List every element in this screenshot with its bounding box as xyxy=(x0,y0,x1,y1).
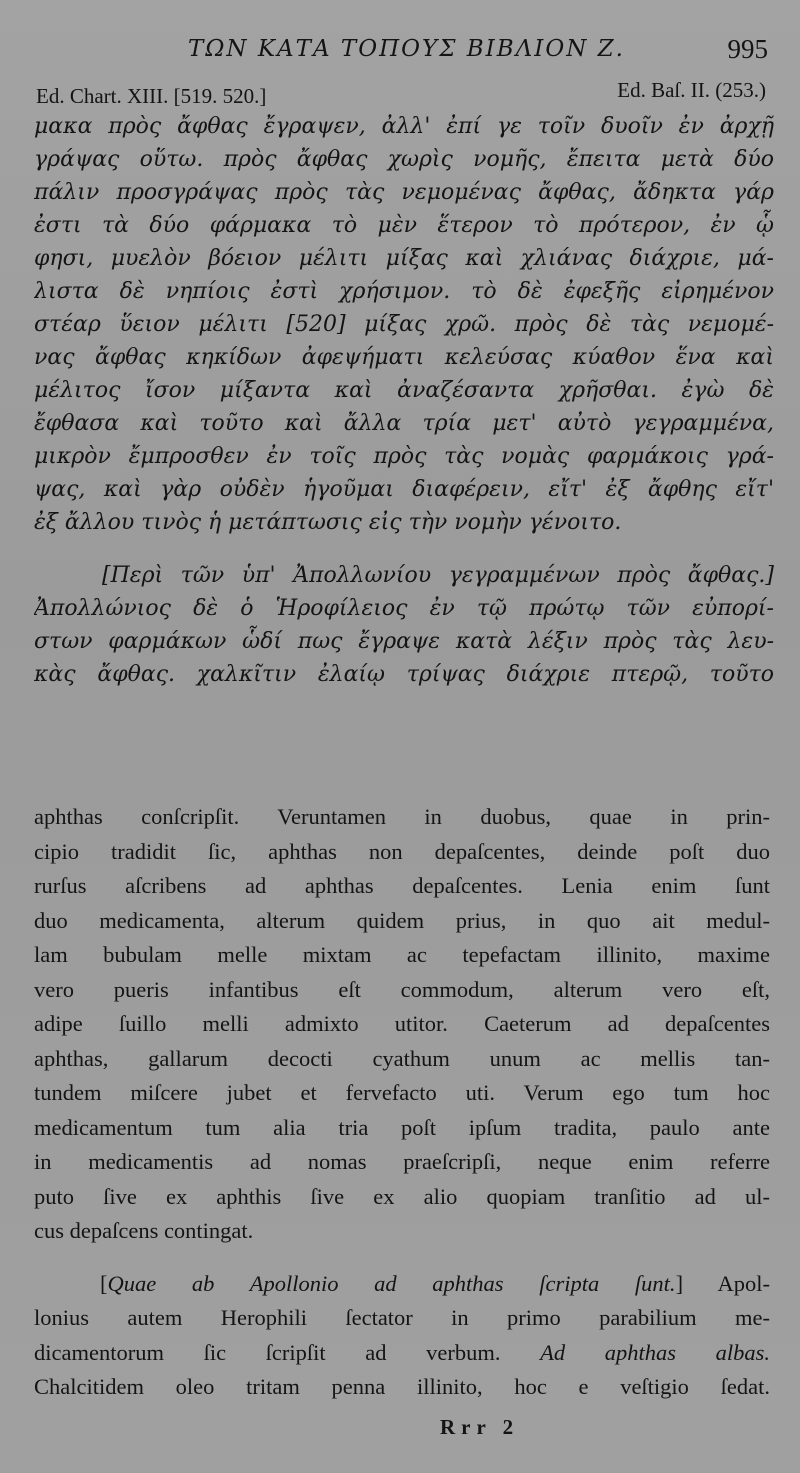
latin-line: in medicamentis ad nomas praeſcripſi, neque enim referre xyxy=(34,1149,770,1174)
signature-mark: Rrr 2 xyxy=(440,1415,520,1439)
paragraph-gap xyxy=(34,1249,770,1267)
latin-text xyxy=(34,800,770,1405)
latin-line: aphthas, gallarum decocti cyathum unum ac mellis tan- xyxy=(34,1045,770,1071)
latin-line: vero pueris infantibus eſt commodum, alterum vero eſt, xyxy=(34,976,770,1002)
latin-line: cipio tradidit ſic, aphthas non depaſcentes, deinde poſt duo xyxy=(34,838,770,864)
latin-line: tundem miſcere jubet et fervefacto uti. Verum ego tum hoc xyxy=(34,1080,770,1105)
greek-line: στέαρ ὕειον μέλιτι [520] μίξας χρῶ. πρὸς δὲ τὰς νεμομέ- xyxy=(34,312,774,337)
greek-line: ψας, καὶ γὰρ οὐδὲν ἡγοῦμαι διαφέρειν, εἴτ' ἐξ ἄφθης εἴτ' xyxy=(34,477,774,502)
latin-line: rurſus aſcribens ad aphthas depaſcentes. Lenia enim ſunt xyxy=(34,873,770,898)
greek-text xyxy=(34,110,774,691)
latin-section-heading: Quae ab Apollonio ad aphthas ſcripta ſunt. xyxy=(107,1270,676,1296)
greek-line: λιστα δὲ νηπίοις ἐστὶ χρήσιμον. τὸ δὲ ἐφεξῆς εἰρημένον xyxy=(34,279,774,304)
greek-line: γράψας οὕτω. πρὸς ἄφθας χωρὶς νομῆς, ἔπειτα μετὰ δύο xyxy=(34,147,774,172)
greek-line: νας ἄφθας κηκίδων ἀφεψήματι κελεύσας κύαθον ἕνα καὶ xyxy=(34,345,774,370)
latin-line: duo medicamenta, alterum quidem prius, in quo ait medul- xyxy=(34,907,770,933)
greek-line: ἔφθασα καὶ τοῦτο καὶ ἄλλα τρία μετ' αὐτὸ γεγραμμένα, xyxy=(34,411,774,436)
running-title: ΤΩΝ ΚΑΤΑ ΤΟΠΟΥΣ ΒΙΒΛΙΟΝ Ζ. xyxy=(188,36,625,62)
greek-line: ἐξ ἄλλου τινὸς ἡ μετάπτωσις εἰς τὴν νομὴν γένοιτο. xyxy=(34,510,622,535)
latin-line: lam bubulam melle mixtam ac tepefactam illinito, maxime xyxy=(34,942,770,967)
paragraph-gap xyxy=(34,539,774,559)
latin-line: puto ſive ex aphthis ſive ex alio quopiam tranſitio ad ul- xyxy=(34,1183,770,1209)
latin-line: adipe ſuillo melli admixto utitor. Caeterum ad depaſcentes xyxy=(34,1011,770,1036)
greek-line: πάλιν προσγράψας πρὸς τὰς νεμομένας ἄφθας, ἄδηκτα γάρ xyxy=(34,180,774,205)
greek-line: μέλιτος ἴσον μίξαντα καὶ ἀναζέσαντα χρῆσθαι. ἐγὼ δὲ xyxy=(34,378,774,403)
page-number: 995 xyxy=(727,34,768,64)
edition-chart-ref: Ed. Chart. XIII. [519. 520.] xyxy=(36,84,267,108)
greek-line: κὰς ἄφθας. χαλκῖτιν ἐλαίῳ τρίψας διάχριε πτερῷ, τοῦτο xyxy=(34,662,774,687)
greek-section-heading: [Περὶ τῶν ὑπ' Ἀπολλωνίου γεγραμμένων πρὸς ἄφθας.] xyxy=(102,563,774,588)
heading-line-rest: ] Apol- xyxy=(675,1270,770,1296)
latin-line: cus depaſcens contingat. xyxy=(34,1218,254,1243)
greek-line: Ἀπολλώνιος δὲ ὁ Ἡροφίλειος ἐν τῷ πρώτῳ τῶν εὐπορί- xyxy=(34,596,774,621)
greek-line: μακα πρὸς ἄφθας ἔγραψεν, ἀλλ' ἐπί γε τοῖν δυοῖν ἐν ἀρχῇ xyxy=(34,114,774,139)
greek-line: ἐστι τὰ δύο φάρμακα τὸ μὲν ἕτερον τὸ πρότερον, ἐν ᾧ xyxy=(34,213,774,238)
edition-basel-ref: Ed. Baſ. II. (253.) xyxy=(617,78,766,102)
latin-italic-title: Ad aphthas albas. xyxy=(540,1339,770,1365)
latin-line-mixed xyxy=(34,1336,770,1371)
greek-line: στων φαρμάκων ὧδί πως ἔγραψε κατὰ λέξιν πρὸς τὰς λευ- xyxy=(34,629,774,654)
latin-section-heading-line xyxy=(34,1267,770,1302)
latin-line: Chalcitidem oleo tritam penna illinito, hoc e veſtigio ſedat. xyxy=(34,1374,770,1399)
running-head xyxy=(0,34,800,68)
latin-line-text: dicamentorum ſic ſcripſit ad verbum. xyxy=(34,1339,501,1365)
latin-line: aphthas conſcripſit. Veruntamen in duobus, quae in prin- xyxy=(34,804,770,829)
latin-line: lonius autem Herophili ſectator in primo parabilium me- xyxy=(34,1305,770,1330)
latin-line: medicamentum tum alia tria poſt ipſum tradita, paulo ante xyxy=(34,1114,770,1140)
bracket-open: [ xyxy=(100,1270,108,1296)
greek-line: μικρὸν ἔμπροσθεν ἐν τοῖς πρὸς τὰς νομὰς φαρμάκοις γρά- xyxy=(34,444,774,469)
greek-line: φησι, μυελὸν βόειον μέλιτι μίξας καὶ χλιάνας διάχριε, μά- xyxy=(34,246,774,271)
